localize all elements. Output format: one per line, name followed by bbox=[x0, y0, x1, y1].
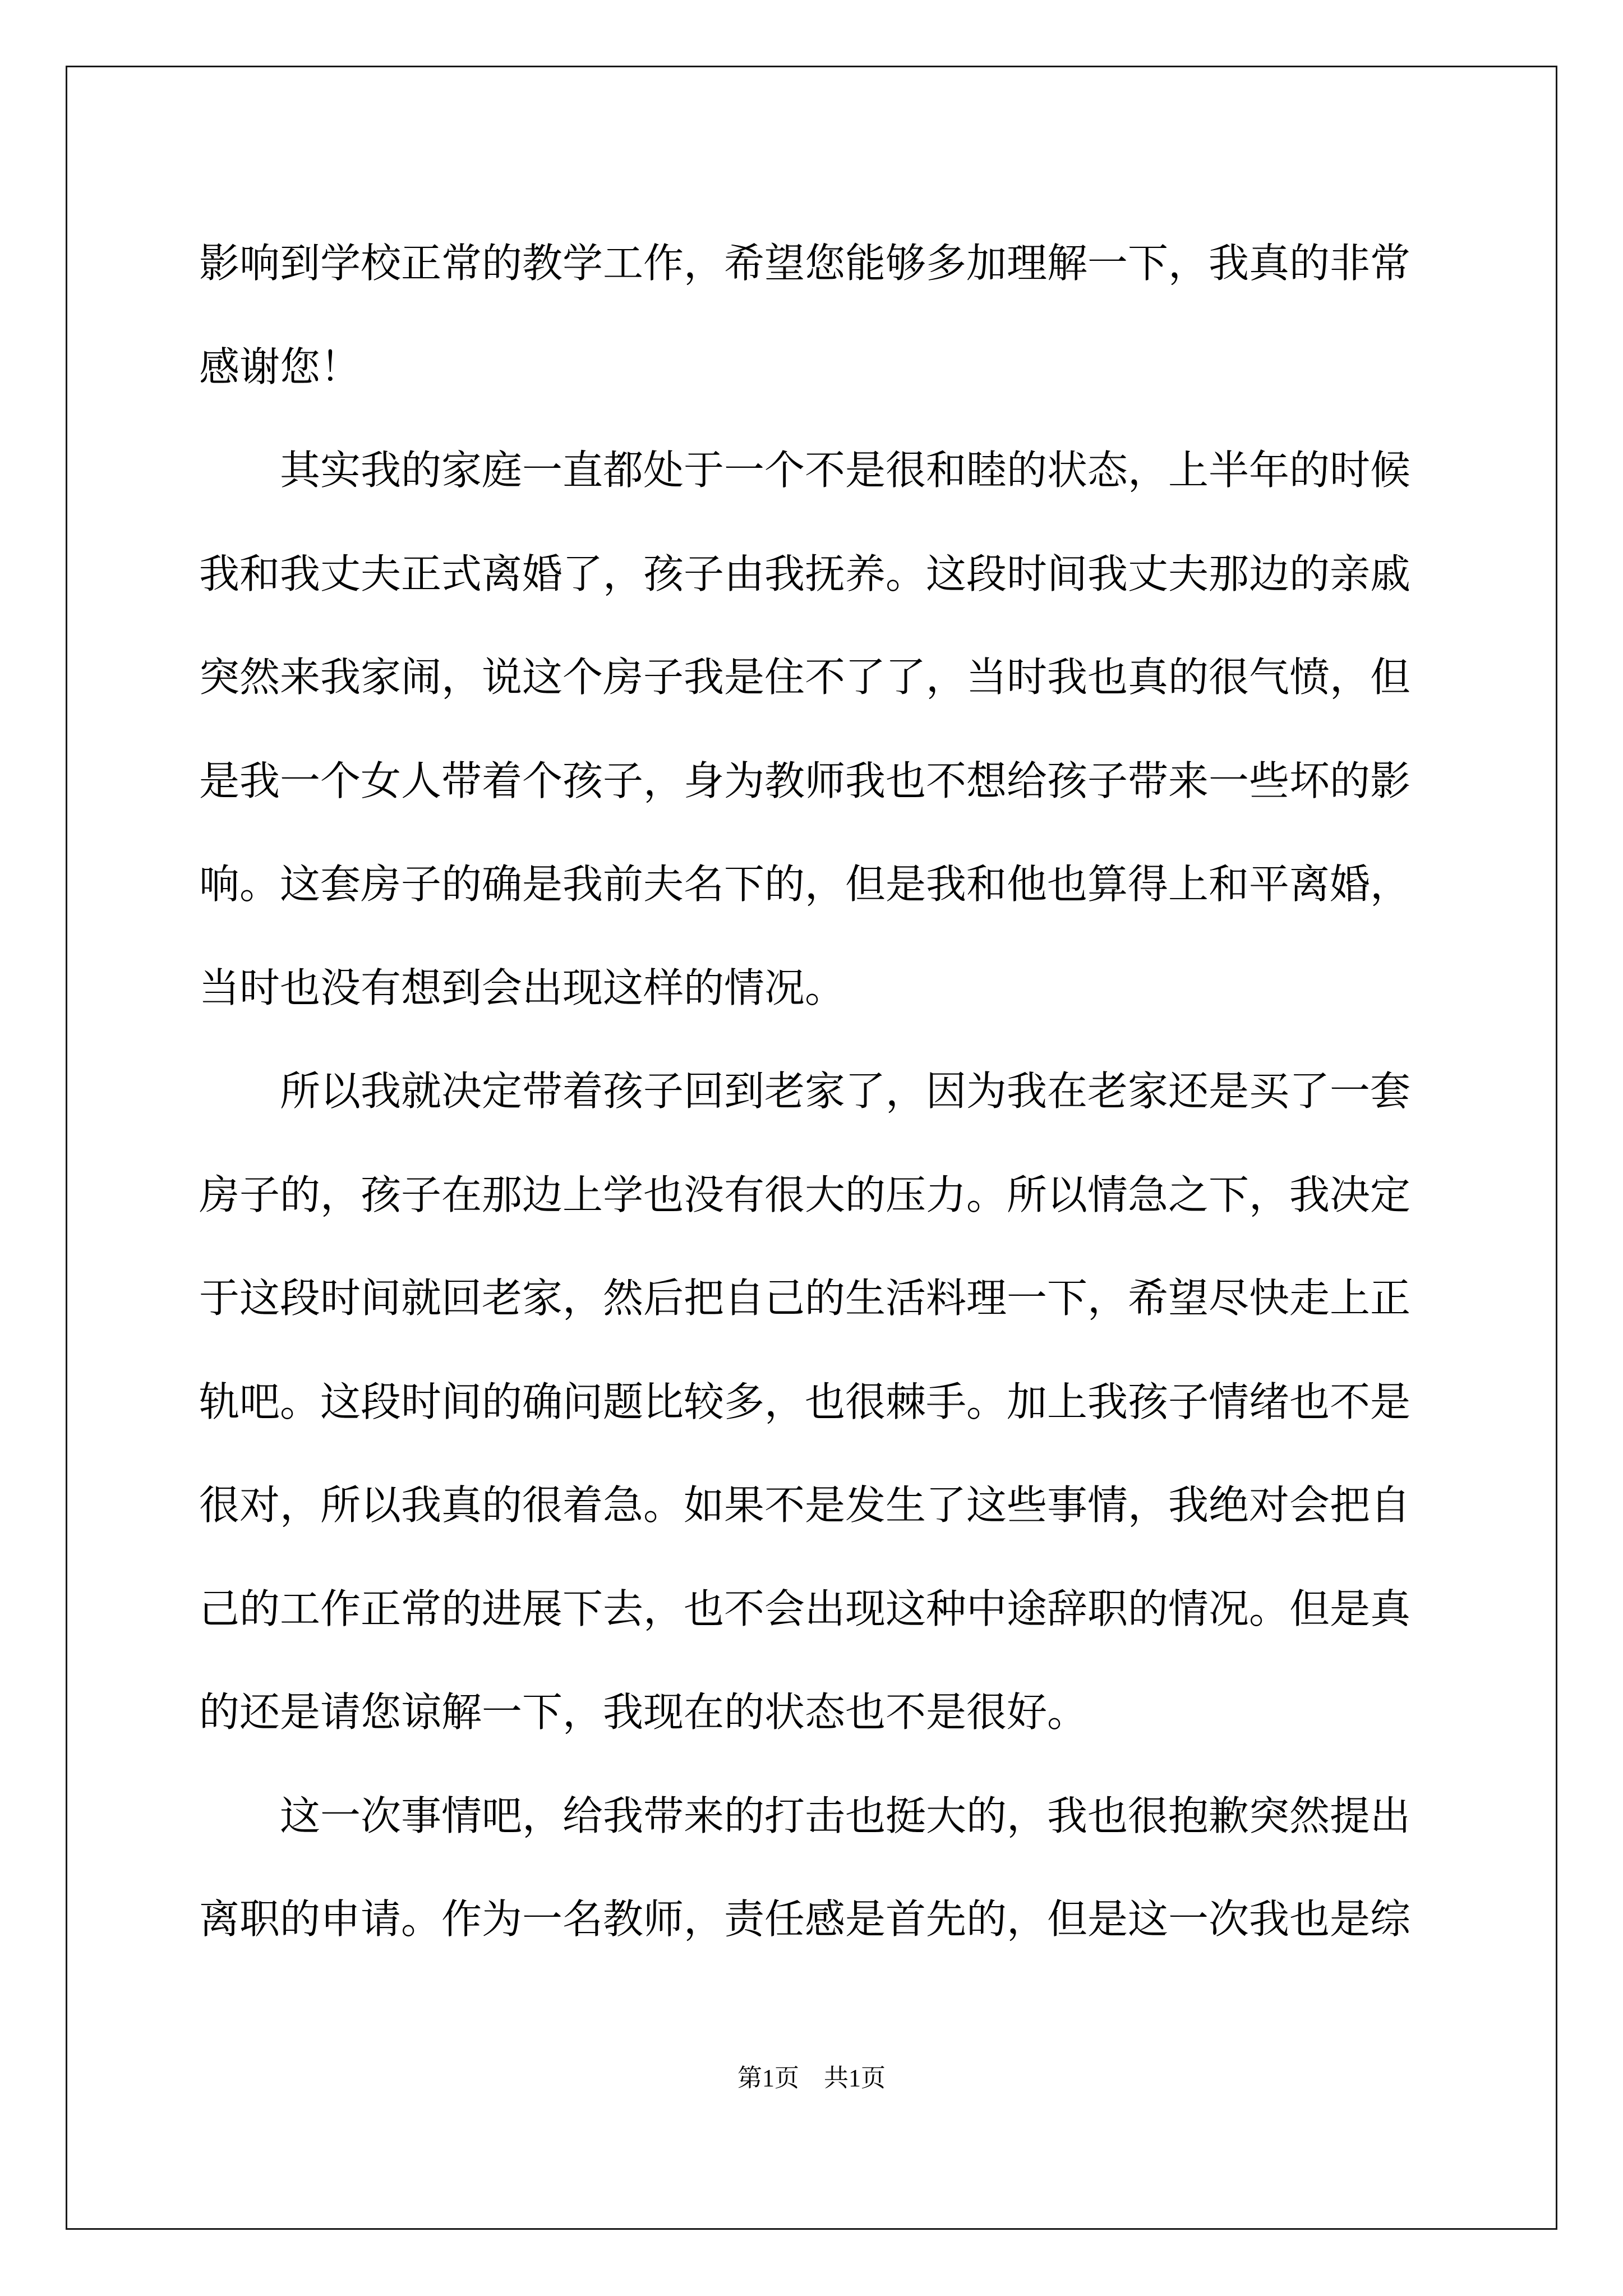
text-line: 轨吧。这段时间的确问题比较多，也很棘手。加上我孩子情绪也不是 bbox=[199, 1378, 1411, 1425]
text-line: 于这段时间就回老家，然后把自己的生活料理一下，希望尽快走上正 bbox=[199, 1274, 1411, 1322]
document-body bbox=[199, 211, 1422, 1971]
text-line: 影响到学校正常的教学工作，希望您能够多加理解一下，我真的非常 bbox=[199, 240, 1411, 287]
text-line: 这一次事情吧，给我带来的打击也挺大的，我也很抱歉突然提出 bbox=[199, 1792, 1411, 1839]
text-line: 的还是请您谅解一下，我现在的状态也不是很好。 bbox=[199, 1688, 1088, 1736]
text-line: 响。这套房子的确是我前夫名下的，但是我和他也算得上和平离婚， bbox=[199, 861, 1411, 908]
text-line: 是我一个女人带着个孩子，身为教师我也不想给孩子带来一些坏的影 bbox=[199, 757, 1411, 804]
text-line: 感谢您！ bbox=[199, 343, 361, 390]
text-line: 房子的，孩子在那边上学也没有很大的压力。所以情急之下，我决定 bbox=[199, 1171, 1411, 1218]
text-line: 当时也没有想到会出现这样的情况。 bbox=[199, 964, 846, 1011]
page-number-footer: 第1页 共1页 bbox=[737, 2064, 886, 2092]
text-line: 己的工作正常的进展下去，也不会出现这种中途辞职的情况。但是真 bbox=[199, 1585, 1411, 1632]
text-line: 突然来我家闹，说这个房子我是住不了了，当时我也真的很气愤，但 bbox=[199, 654, 1411, 701]
text-line: 离职的申请。作为一名教师，责任感是首先的，但是这一次我也是综 bbox=[199, 1895, 1411, 1943]
text-line: 所以我就决定带着孩子回到老家了，因为我在老家还是买了一套 bbox=[199, 1068, 1411, 1115]
text-line: 我和我丈夫正式离婚了，孩子由我抚养。这段时间我丈夫那边的亲戚 bbox=[199, 550, 1411, 597]
text-line: 其实我的家庭一直都处于一个不是很和睦的状态，上半年的时候 bbox=[199, 447, 1411, 494]
text-line: 很对，所以我真的很着急。如果不是发生了这些事情，我绝对会把自 bbox=[199, 1481, 1411, 1529]
